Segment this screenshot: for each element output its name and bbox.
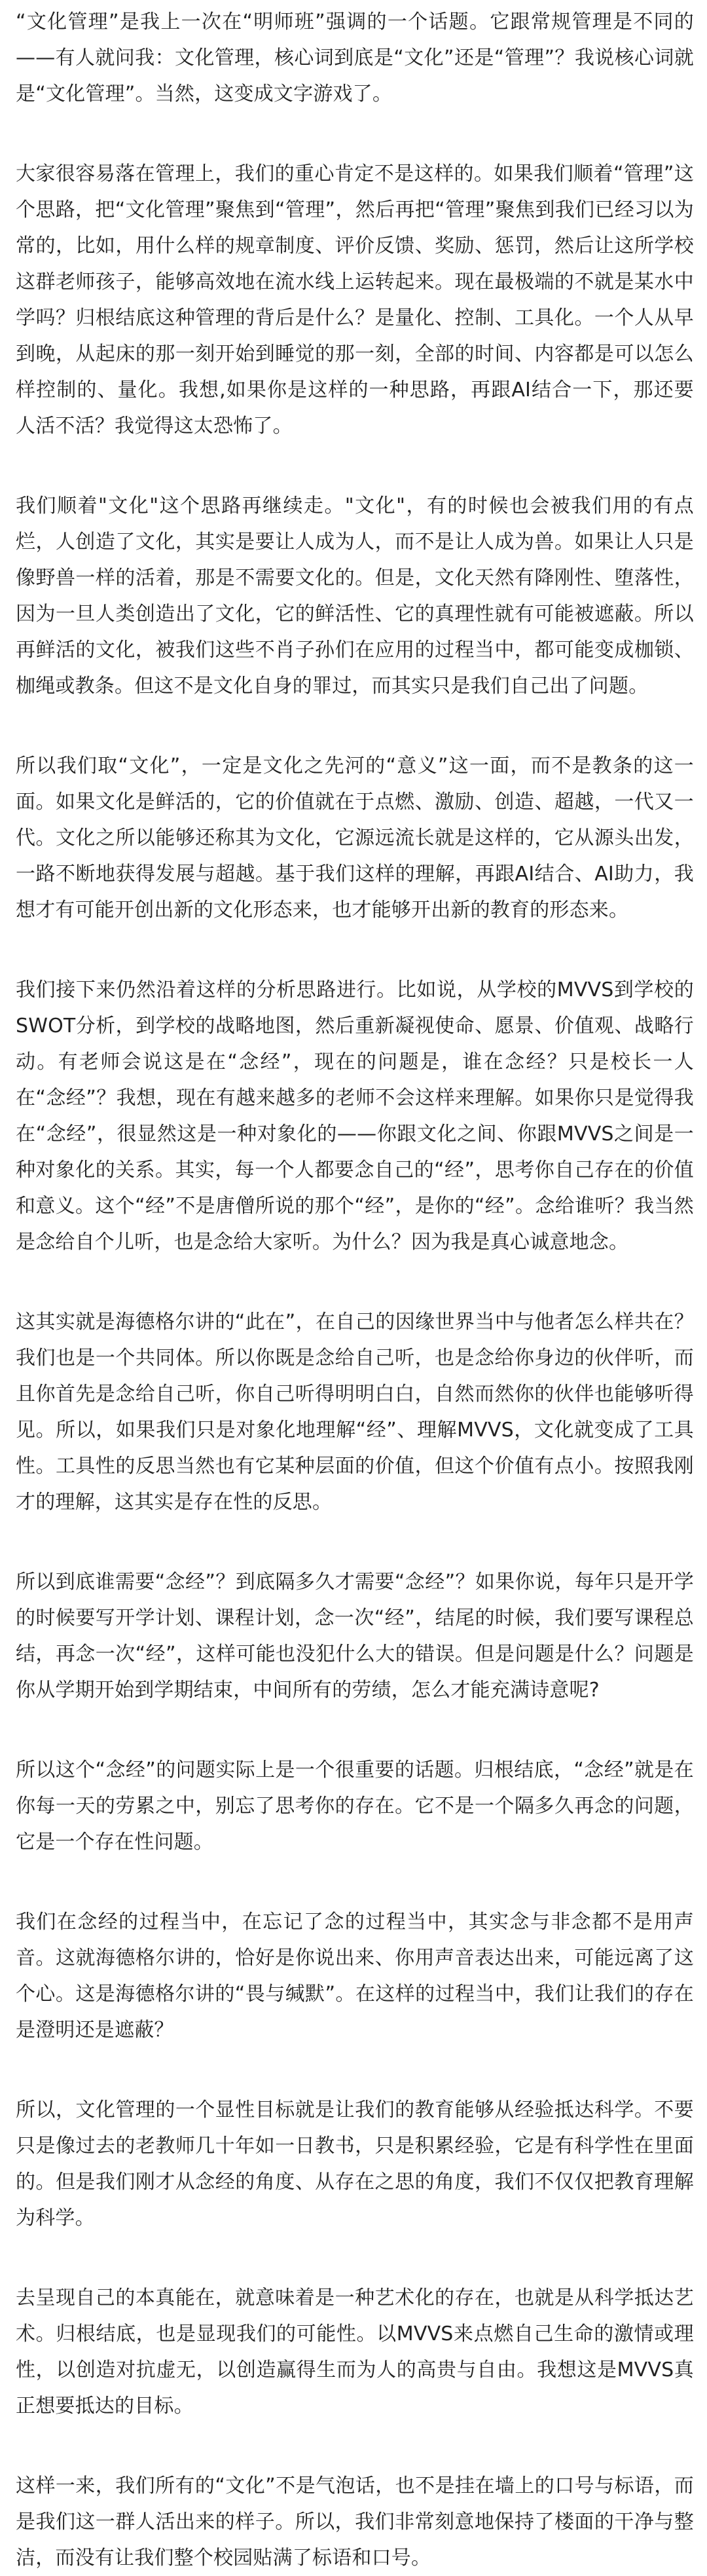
paragraph-8: 所以这个“念经”的问题实际上是一个很重要的话题。归根结底，“念经”就是在你每一天的劳累之中，别忘了思考你的存在。它不是一个隔多久再念的问题，它是一个存在性问题。 bbox=[16, 1759, 694, 1854]
paragraph-4: 所以我们取“文化”，一定是文化之先河的“意义”这一面，而不是教条的这一面。如果文化是鲜活的，它的价值就在于点燃、激励、创造、超越，一代又一代。文化之所以能够还称其为文化，它源远流长就是这样的，它从源头出发，一路不断地获得发展与超越。基于我们这样的理解，再跟AI结合、AI助力，我想才有可能开创出新的文化形态来，也才能够开出新的教育的形态来。 bbox=[16, 755, 694, 922]
paragraph-10: 所以，文化管理的一个显性目标就是让我们的教育能够从经验抵达科学。不要只是像过去的老教师几十年如一日教书，只是积累经验，它是有科学性在里面的。但是我们刚才从念经的角度、从存在之思的角度，我们不仅仅把教育理解为科学。 bbox=[16, 2099, 694, 2230]
paragraph-2: 大家很容易落在管理上，我们的重心肯定不是这样的。如果我们顺着“管理”这个思路，把“文化管理”聚焦到“管理”，然后再把“管理”聚焦到我们已经习以为常的，比如，用什么样的规章制度、评价反馈、奖励、惩罚，然后让这所学校这群老师孩子，能够高效地在流水线上运转起来。现在最极端的不就是某水中学吗？归根结底这种管理的背后是什么？是量化、控制、工具化。一个人从早到晚，从起床的那一刻开始到睡觉的那一刻，全部的时间、内容都是可以怎么样控制的、量化。我想,如果你是这样的一种思路，再跟AI结合一下，那还要人活不活？我觉得这太恐怖了。 bbox=[16, 162, 694, 438]
paragraph-7: 所以到底谁需要“念经”？到底隔多久才需要“念经”？如果你说，每年只是开学的时候要写开学计划、课程计划，念一次“经”，结尾的时候，我们要写课程总结，再念一次“经”，这样可能也没犯什么大的错误。但是问题是什么？问题是你从学期开始到学期结束，中间所有的劳绩，怎么才能充满诗意呢? bbox=[16, 1571, 694, 1702]
paragraph-1: “文化管理”是我上一次在“明师班”强调的一个话题。它跟常规管理是不同的——有人就问我：文化管理，核心词到底是“文化”还是“管理”？我说核心词就是“文化管理”。当然，这变成文字游戏了。 bbox=[16, 10, 694, 105]
paragraph-6: 这其实就是海德格尔讲的“此在”，在自己的因缘世界当中与他者怎么样共在？我们也是一个共同体。所以你既是念给自己听，也是念给你身边的伙伴听，而且你首先是念给自己听，你自己听得明明白白，自然而然你的伙伴也能够听得见。所以，如果我们只是对象化地理解“经”、理解MVVS，文化就变成了工具性。工具性的反思当然也有它某种层面的价值，但这个价值有点小。按照我刚才的理解，这其实是存在性的反思。 bbox=[16, 1311, 694, 1514]
paragraph-5: 我们接下来仍然沿着这样的分析思路进行。比如说，从学校的MVVS到学校的 SWOT分析，到学校的战略地图，然后重新凝视使命、愿景、价值观、战略行动。有老师会说这是在“念经”，现在的问题是，谁在念经？只是校长一人在“念经”？我想，现在有越来越多的老师不会这样来理解。如果你只是觉得我在“念经”，很显然这是一种对象化的——你跟文化之间、你跟MVVS之间是一种对象化的关系。其实，每一个人都要念自己的“经”，思考你自己存在的价值和意义。这个“经”不是唐僧所说的那个“经”，是你的“经”。念给谁听？我当然是念给自个儿听，也是念给大家听。为什么？因为我是真心诚意地念。 bbox=[16, 979, 694, 1254]
paragraph-9: 我们在念经的过程当中，在忘记了念的过程当中，其实念与非念都不是用声音。这就海德格尔讲的，恰好是你说出来、你用声音表达出来，可能远离了这个心。这是海德格尔讲的“畏与缄默”。在这样的过程当中，我们让我们的存在是澄明还是遮蔽？ bbox=[16, 1911, 694, 2042]
paragraph-12: 这样一来，我们所有的“文化”不是气泡话，也不是挂在墙上的口号与标语，而是我们这一群人活出来的样子。所以，我们非常刻意地保持了楼面的干净与整洁，而没有让我们整个校园贴满了标语和口号。 bbox=[16, 2474, 694, 2569]
article-body bbox=[16, 4, 694, 2576]
paragraph-3: 我们顺着"文化"这个思路再继续走。"文化"，有的时候也会被我们用的有点烂，人创造了文化，其实是要让人成为人，而不是让人成为兽。如果让人只是像野兽一样的活着，那是不需要文化的。但是，文化天然有降刚性、堕落性，因为一旦人类创造出了文化，它的鲜活性、它的真理性就有可能被遮蔽。所以再鲜活的文化，被我们这些不肖子孙们在应用的过程当中，都可能变成枷锁、枷绳或教条。但这不是文化自身的罪过，而其实只是我们自己出了问题。 bbox=[16, 495, 694, 698]
paragraph-11: 去呈现自己的本真能在，就意味着是一种艺术化的存在，也就是从科学抵达艺术。归根结底，也是显现我们的可能性。以MVVS来点燃自己生命的激情或理性，以创造对抗虚无，以创造赢得生而为人的高贵与自由。我想这是MVVS真正想要抵达的目标。 bbox=[16, 2287, 694, 2417]
